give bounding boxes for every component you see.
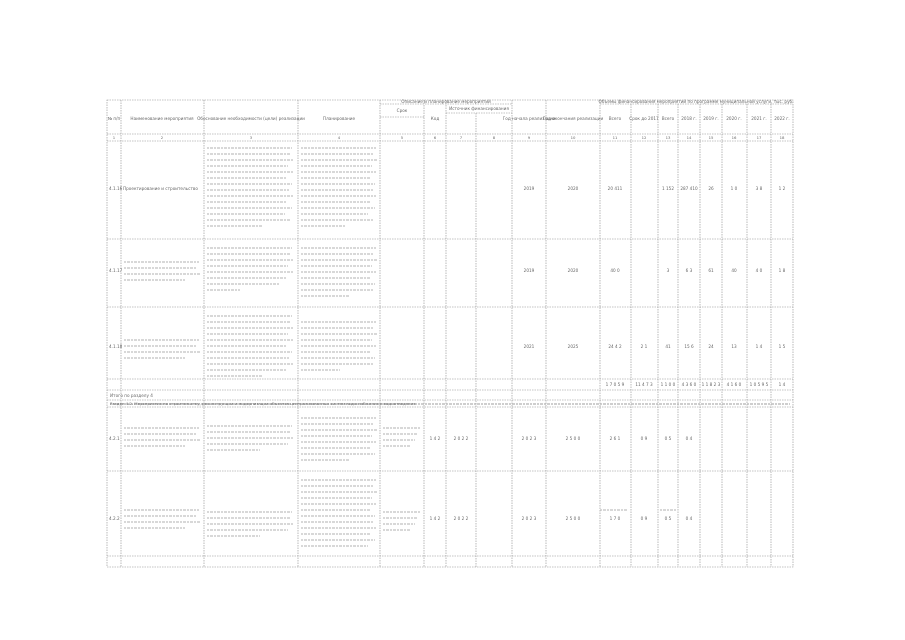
header-2022: 2022 г. [774, 116, 790, 121]
cell: 2020 [567, 186, 579, 191]
cell: 26 [708, 186, 714, 191]
header-2019: 2019 г. [703, 116, 719, 121]
cell: 24 [708, 344, 714, 349]
cell: 0 9 [640, 516, 648, 521]
cell: 0 4 [685, 436, 693, 441]
cell: 61 [708, 268, 714, 273]
colnum: 6 [433, 135, 437, 140]
colnum: 12 [641, 135, 647, 140]
header-2020: 2020 г. [726, 116, 742, 121]
row-name: Проектирование и строительство [123, 186, 198, 191]
cell: 40 [731, 268, 737, 273]
cell: 0 5 [664, 436, 672, 441]
header-end: Год окончания реализации [542, 116, 604, 121]
header-2021: 2021 г. [751, 116, 767, 121]
header-sum: Всего [661, 116, 675, 121]
header-total: Всего [608, 116, 622, 121]
colnum: 16 [731, 135, 737, 140]
colnum: 3 [249, 135, 253, 140]
cell: 2 1 [640, 344, 648, 349]
group-header: Описание и планирование мероприятий [401, 99, 491, 104]
cell: 41 [665, 344, 671, 349]
header-name: Наименование мероприятия [130, 116, 194, 121]
cell: 2 6 1 [609, 436, 621, 441]
cell: 2 5 0 0 [565, 436, 581, 441]
cell: 1 5 [778, 344, 786, 349]
cell: 2021 [523, 344, 535, 349]
section-title: Раздел 4.2. Мероприятия по строительству, реконструкции и модернизации объектов централизованных систем водоснабжения и водоотведения [110, 401, 416, 406]
cell: 1 4 2 [429, 516, 441, 521]
cell: 287 410 [680, 186, 698, 191]
cell: 2 0 2 3 [521, 436, 537, 441]
colnum: 14 [686, 135, 692, 140]
cell: 2 0 2 3 [521, 516, 537, 521]
colnum: 5 [400, 135, 404, 140]
cell: 1 2 [778, 186, 786, 191]
cell: 1 1 8 2 3 [701, 382, 721, 387]
header-before-2017: Срок до 2017 [629, 116, 659, 121]
cell: 4 3 6 0 [681, 382, 697, 387]
cell: 1 8 [778, 268, 786, 273]
row-number: 4.2.1 [109, 436, 120, 441]
header-source: Источник финансирования [449, 106, 509, 111]
colnum: 11 [612, 135, 618, 140]
cell: 15 6 [684, 344, 694, 349]
colnum: 15 [708, 135, 714, 140]
cell: 2019 [523, 186, 535, 191]
cell: 40 0 [610, 268, 620, 273]
cell: 1 152 [662, 186, 674, 191]
cell: 3 [666, 268, 670, 273]
colnum: 18 [779, 135, 785, 140]
colnum: 7 [459, 135, 463, 140]
header-start: Год начала реализации [502, 116, 556, 121]
colnum: 1 [112, 135, 116, 140]
cell: 3 8 [755, 186, 763, 191]
header-reason: Обоснование необходимости (цели) реализации [197, 116, 305, 121]
header-term: Срок [396, 108, 408, 113]
cell: 2 0 2 2 [453, 516, 469, 521]
row-number: 4.1.17 [109, 268, 123, 273]
subtotal-label: Итого по разделу 4 [110, 393, 153, 398]
cell: 1 0 5 9 5 [749, 382, 769, 387]
cell: 0 4 [685, 516, 693, 521]
header-code: Код [430, 116, 440, 121]
cell: 1 4 [778, 382, 786, 387]
cell: 4 0 [755, 268, 763, 273]
cell: 0 9 [640, 436, 648, 441]
cell: 2 0 2 2 [453, 436, 469, 441]
cell: 1 4 [755, 344, 763, 349]
finance-header: Объемы финансирования мероприятий по программе муниципальной услуги, тыс. руб. [598, 99, 794, 104]
colnum: 2 [160, 135, 164, 140]
colnum: 10 [570, 135, 576, 140]
colnum: 13 [665, 135, 671, 140]
row-number: 4.2.2 [109, 516, 120, 521]
cell: 24 4 2 [608, 344, 622, 349]
cell: 2020 [567, 268, 579, 273]
cell: 1 1 0 0 [660, 382, 676, 387]
cell: 1 7 0 [609, 516, 621, 521]
cell: 11 4 7 3 [635, 382, 653, 387]
cell: 13 [731, 344, 737, 349]
cell: 2 5 0 0 [565, 516, 581, 521]
cell: 1 7 0 5 9 [605, 382, 625, 387]
colnum: 17 [756, 135, 762, 140]
row-number: 4.1.18 [109, 344, 123, 349]
header-num: № п/п [107, 116, 121, 121]
row-number: 4.1.16 [109, 186, 123, 191]
cell: 1 0 [730, 186, 738, 191]
cell: 20 411 [607, 186, 623, 191]
header-plan: Планирование [322, 116, 356, 121]
colnum: 4 [337, 135, 341, 140]
cell: 6 3 [685, 268, 693, 273]
cell: 1 4 2 [429, 436, 441, 441]
colnum: 8 [492, 135, 496, 140]
cell: 0 5 [664, 516, 672, 521]
cell: 2025 [567, 344, 579, 349]
cell: 2019 [523, 268, 535, 273]
colnum: 9 [527, 135, 531, 140]
header-2018: 2018 г. [681, 116, 697, 121]
cell: 4 1 6 0 [726, 382, 742, 387]
